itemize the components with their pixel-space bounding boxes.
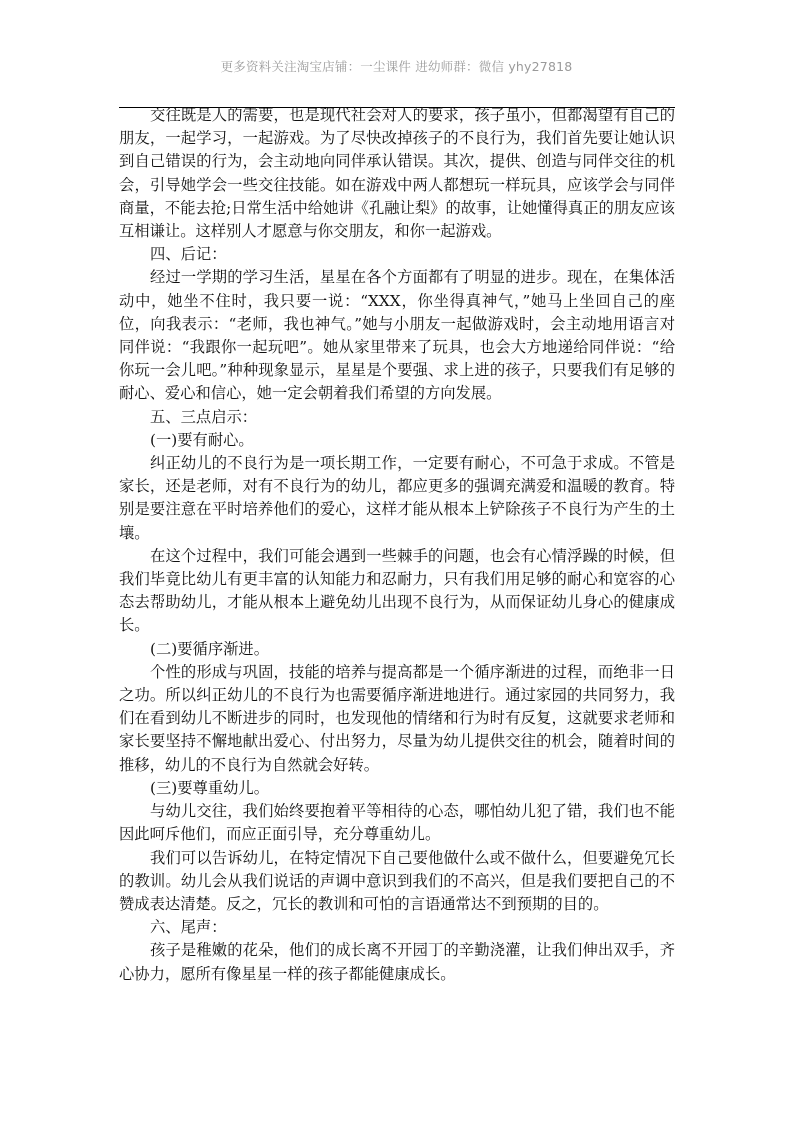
paragraph-respect-2: 我们可以告诉幼儿，在特定情况下自己要他做什么或不做什么，但要避免冗长的教训。幼儿会从我们说话的声调中意识到我们的不高兴，但是我们要把自己的不赞成表达清楚。反之，冗长的教训和可怕的言语通常达不到预期的目的。	[119, 848, 675, 913]
paragraph-communication-need: 交往既是人的需要，也是现代社会对人的要求，孩子虽小，但都渴望有自己的朋友，一起学习，一起游戏。为了尽快改掉孩子的不良行为，我们首先要让她认识到自己错误的行为，会主动地向同伴承认错误。其次，提供、创造与同伴交往的机会，引导她学会一些交往技能。如在游戏中两人都想玩一样玩具，应该学会与同伴商量，不能去抢;日常生活中给她讲《孔融让梨》的故事，让她懂得真正的朋友应该互相谦让。这样别人才愿意与你交朋友，和你一起游戏。	[119, 106, 675, 241]
heading-epilogue: 六、尾声：	[150, 918, 227, 937]
paragraph-patience-1: 纠正幼儿的不良行为是一项长期工作，一定要有耐心，不可急于求成。不管是家长，还是老师，对有不良行为的幼儿，都应更多的强调充满爱和温暖的教育。特别是要注意在平时培养他们的爱心，这样才能从根本上铲除孩子不良行为产生的土壤。	[119, 454, 675, 542]
paragraph-patience-2: 在这个过程中，我们可能会遇到一些棘手的问题，也会有心情浮躁的时候，但我们毕竟比幼儿有更丰富的认知能力和忍耐力，只有我们用足够的耐心和宽容的心态去帮助幼儿，才能从根本上避免幼儿出现不良行为，从而保证幼儿身心的健康成长。	[119, 546, 675, 635]
paragraph-respect-1: 与幼儿交往，我们始终要抱着平等相待的心态，哪怕幼儿犯了错，我们也不能因此呵斥他们，而应正面引导，充分尊重幼儿。	[119, 802, 675, 844]
page-header-watermark: 更多资料关注淘宝店铺：一尘课件 进幼师群：微信 yhy27818	[220, 59, 573, 74]
paragraph-epilogue: 孩子是稚嫩的花朵，他们的成长离不开园丁的辛勤浇灌，让我们伸出双手，齐心协力，愿所有像星星一样的孩子都能健康成长。	[119, 941, 675, 983]
paragraph-progress: 经过一学期的学习生活，星星在各个方面都有了明显的进步。现在，在集体活动中，她坐不住时，我只要一说：“XXX，你坐得真神气，”她马上坐回自己的座位，向我表示：“老师，我也神气。”她与小朋友一起做游戏时，会主动地用语言对同伴说：“我跟你一起玩吧”。她从家里带来了玩具，也会大方地递给同伴说：“给你玩一会儿吧。”种种现象显示，星星是个要强、求上进的孩子，只要我们有足够的耐心、爱心和信心，她一定会朝着我们希望的方向发展。	[119, 268, 675, 403]
heading-afterword: 四、后记：	[150, 245, 227, 264]
document-body	[119, 104, 675, 986]
subheading-gradual: (二)要循序渐进。	[150, 639, 270, 658]
paragraph-gradual: 个性的形成与巩固，技能的培养与提高都是一个循序渐进的过程，而绝非一日之功。所以纠正幼儿的不良行为也需要循序渐进地进行。通过家园的共同努力，我们在看到幼儿不断进步的同时，也发现他的情绪和行为时有反复，这就要求老师和家长要坚持不懈地献出爱心、付出努力，尽量为幼儿提供交往的机会，随着时间的推移，幼儿的不良行为自然就会好转。	[119, 662, 675, 774]
subheading-respect: (三)要尊重幼儿。	[150, 778, 270, 797]
subheading-patience: (一)要有耐心。	[150, 430, 254, 449]
heading-three-insights: 五、三点启示：	[150, 407, 258, 426]
